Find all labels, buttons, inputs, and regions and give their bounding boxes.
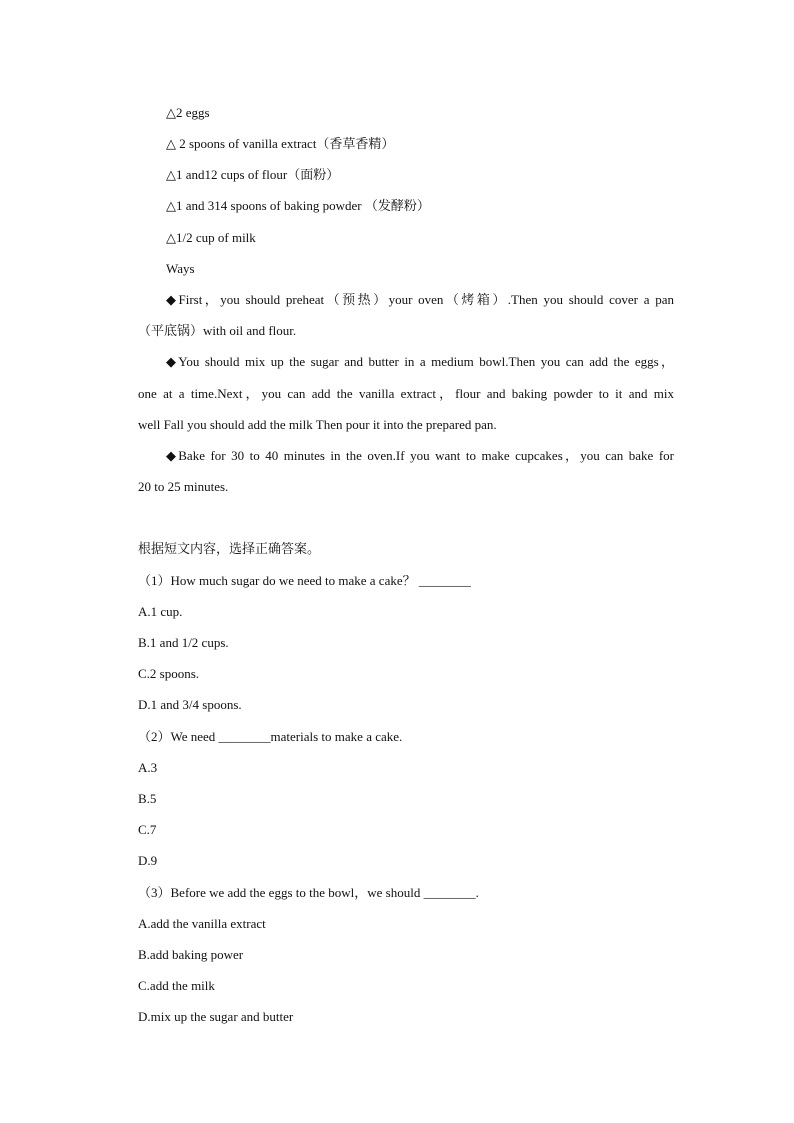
question-3-stem: （3）Before we add the eggs to the bowl，we should ________.: [138, 885, 479, 900]
step-2-line-2: one at a time.Next，you can add the vanilla extract，flour and baking powder to it and mix: [138, 386, 674, 401]
question-1-option-b: B.1 and 1/2 cups.: [138, 635, 229, 650]
question-3-option-c: C.add the milk: [138, 978, 215, 993]
question-3-option-d: D.mix up the sugar and butter: [138, 1009, 294, 1024]
question-1-stem: （1）How much sugar do we need to make a cake？ ________: [138, 573, 471, 588]
ingredient-baking-powder: △1 and 314 spoons of baking powder （发酵粉）: [166, 198, 430, 213]
ingredient-eggs: △2 eggs: [166, 105, 210, 120]
ways-heading: Ways: [166, 261, 195, 276]
question-2-option-d: D.9: [138, 853, 158, 868]
step-3-line-2: 20 to 25 minutes.: [138, 479, 229, 494]
step-2-line-3: well Fall you should add the milk Then pour it into the prepared pan.: [138, 417, 497, 432]
question-1-option-c: C.2 spoons.: [138, 666, 200, 681]
question-2-option-b: B.5: [138, 791, 157, 806]
question-1-option-d: D.1 and 3/4 spoons.: [138, 697, 242, 712]
question-3-option-b: B.add baking power: [138, 947, 244, 962]
step-1-line-1: ◆First，you should preheat（预热）your oven（烤箱）.Then you should cover a pan: [166, 292, 674, 307]
question-3-option-a: A.add the vanilla extract: [138, 916, 266, 931]
step-1-line-2: （平底锅）with oil and flour.: [138, 323, 297, 338]
question-2-option-c: C.7: [138, 822, 157, 837]
question-1-option-a: A.1 cup.: [138, 604, 183, 619]
ingredient-vanilla: △ 2 spoons of vanilla extract（香草香精）: [166, 136, 395, 151]
step-3-line-1: ◆Bake for 30 to 40 minutes in the oven.If you want to make cupcakes，you can bake for: [166, 448, 674, 463]
instruction-text: 根据短文内容，选择正确答案。: [138, 542, 321, 557]
ingredient-flour: △1 and12 cups of flour（面粉）: [166, 167, 340, 182]
ingredient-milk: △1/2 cup of milk: [166, 230, 256, 245]
question-2-option-a: A.3: [138, 760, 158, 775]
step-2-line-1: ◆You should mix up the sugar and butter in a medium bowl.Then you can add the eggs，: [166, 354, 674, 369]
question-2-stem: （2）We need ________materials to make a cake.: [138, 729, 403, 744]
